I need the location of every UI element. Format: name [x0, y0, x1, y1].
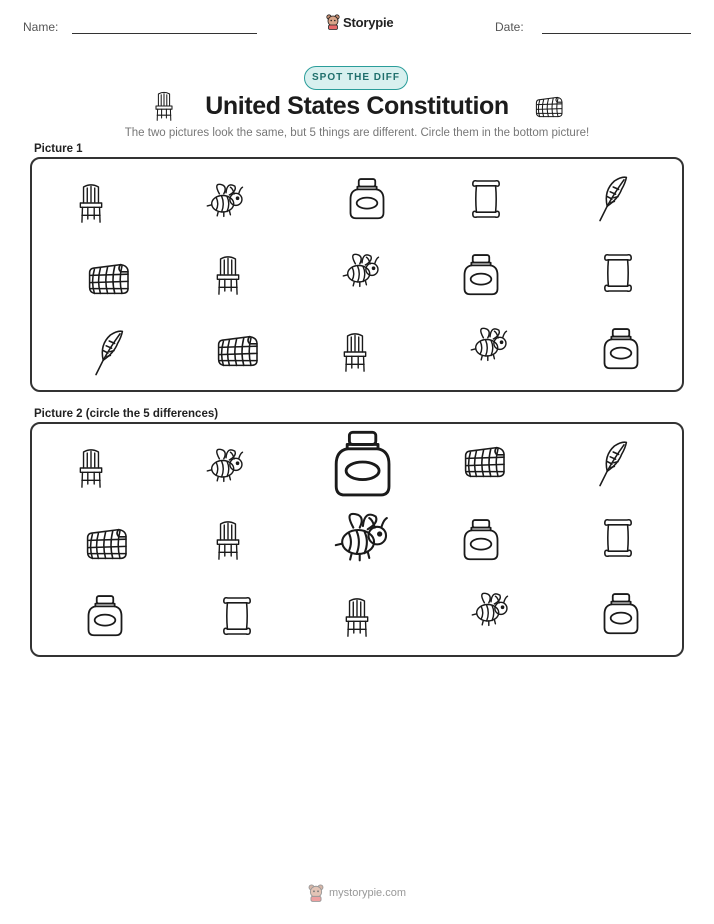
picture-2-panel[interactable] — [30, 422, 684, 657]
date-line[interactable] — [542, 33, 691, 34]
picture-2-inkwell-icon[interactable] — [460, 518, 502, 562]
picture-1-quill-icon — [90, 329, 126, 377]
quilt-icon — [534, 95, 566, 119]
picture-2-quill-icon[interactable] — [594, 440, 630, 488]
picture-2-chair-icon[interactable] — [341, 593, 373, 641]
picture-2-chair-icon[interactable] — [212, 516, 244, 564]
date-label: Date: — [495, 20, 524, 34]
picture-2-inkwell-icon[interactable] — [84, 594, 126, 638]
picture-1-chair-icon — [339, 328, 371, 376]
picture-2-scroll-icon[interactable] — [600, 516, 636, 560]
picture-1-chair-icon — [75, 179, 107, 227]
picture-2-inkwell-icon[interactable] — [329, 429, 396, 499]
picture-1-quill-icon — [594, 175, 630, 223]
picture-1-scroll-icon — [600, 251, 636, 295]
page-title: United States Constitution — [205, 92, 509, 120]
picture-1-bee-icon — [204, 181, 248, 221]
picture-1-quilt-icon — [215, 331, 263, 371]
spot-the-diff-badge: SPOT THE DIFF — [304, 66, 408, 90]
brand-logo — [326, 14, 393, 30]
picture-1-panel — [30, 157, 684, 392]
picture-2-chair-icon[interactable] — [75, 444, 107, 492]
picture-2-bee-icon[interactable] — [469, 590, 513, 630]
picture-1-bee-icon — [340, 251, 384, 291]
picture-2-label: Picture 2 (circle the 5 differences) — [34, 408, 219, 420]
picture-2-bee-icon[interactable] — [204, 446, 248, 486]
picture-1-inkwell-icon — [460, 253, 502, 297]
name-label: Name: — [23, 20, 59, 34]
picture-1-label: Picture 1 — [34, 143, 83, 155]
storypie-bear-icon — [326, 14, 340, 30]
picture-1-inkwell-icon — [346, 177, 388, 221]
instructions: The two pictures look the same, but 5 things are different. Circle them in the bottom picture! — [124, 127, 590, 139]
footer — [0, 884, 714, 902]
picture-2-inkwell-icon[interactable] — [600, 592, 642, 636]
picture-2-scroll-icon[interactable] — [219, 594, 255, 638]
picture-2-bee-icon[interactable] — [331, 509, 395, 567]
picture-1-scroll-icon — [468, 177, 504, 221]
storypie-bear-icon — [308, 884, 324, 902]
picture-1-chair-icon — [212, 251, 244, 299]
picture-1-quilt-icon — [86, 259, 134, 299]
picture-1-inkwell-icon — [600, 327, 642, 371]
brand-name: Storypie — [343, 14, 394, 30]
picture-2-quilt-icon[interactable] — [462, 442, 510, 482]
picture-2-quilt-icon[interactable] — [84, 524, 132, 564]
name-line[interactable] — [72, 33, 257, 34]
footer-url: mystorypie.com — [328, 887, 407, 899]
picture-1-bee-icon — [468, 325, 512, 365]
